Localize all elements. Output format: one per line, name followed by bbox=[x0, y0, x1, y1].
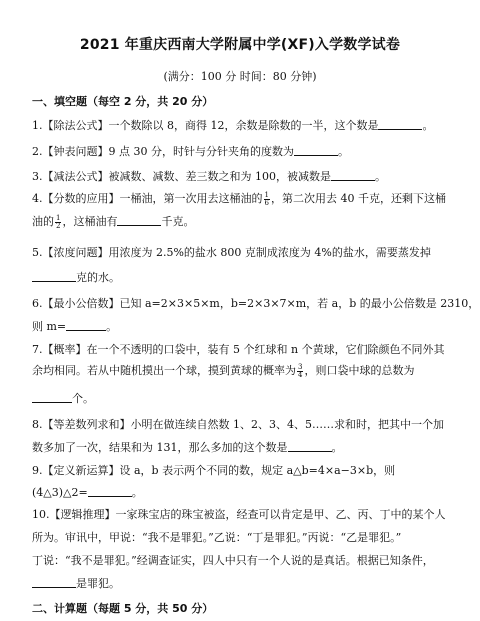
fraction-numerator: 1 bbox=[264, 190, 269, 199]
question-10-line-2: 所为。审讯中，甲说：“我不是罪犯。”乙说：“丁是罪犯。”丙说：“乙是罪犯。” bbox=[32, 531, 402, 544]
question-4-text-c: 油的 bbox=[32, 215, 54, 228]
question-7-line-2 bbox=[32, 362, 414, 379]
question-3 bbox=[32, 168, 386, 184]
fraction-one-half bbox=[55, 215, 61, 230]
question-8-end: 。 bbox=[331, 441, 343, 454]
question-9-line-2 bbox=[32, 484, 143, 500]
question-3-text: 3.【减法公式】被减数、减数、差三数之和为 100，被减数是 bbox=[32, 170, 331, 183]
question-4-text-b: ，第二次用去 40 千克，还剩下这桶 bbox=[270, 192, 446, 205]
answer-blank-3[interactable] bbox=[331, 169, 375, 181]
question-4-line-1 bbox=[32, 190, 446, 207]
question-10-line-1: 10.【逻辑推理】一家珠宝店的珠宝被盗，经查可以肯定是甲、乙、丙、丁中的某个人 bbox=[32, 508, 446, 521]
question-10-end: 是罪犯。 bbox=[76, 577, 120, 590]
question-6-end: 。 bbox=[106, 320, 118, 333]
answer-blank-9[interactable] bbox=[88, 485, 132, 497]
question-5-line-1: 5.【浓度问题】用浓度为 2.5%的盐水 800 克制成浓度为 4%的盐水，需要蒸发掉 bbox=[32, 246, 431, 259]
fraction-three-quarters bbox=[297, 364, 303, 379]
section-heading-calculation: 二、计算题（每题 5 分，共 50 分） bbox=[32, 602, 214, 615]
question-5-line-2 bbox=[32, 269, 120, 285]
question-2 bbox=[32, 143, 349, 159]
question-6-line-1: 6.【最小公倍数】已知 a=2×3×5×m，b=2×3×7×m，若 a，b 的最小公倍数是 2310， bbox=[32, 297, 480, 310]
answer-blank-7[interactable] bbox=[32, 391, 72, 403]
question-4-text-d: ，这桶油有 bbox=[62, 215, 118, 228]
fraction-denominator: 2 bbox=[56, 221, 61, 230]
fraction-denominator: 4 bbox=[298, 370, 303, 379]
question-1 bbox=[32, 117, 433, 133]
question-1-text: 1.【除法公式】一个数除以 8，商得 12，余数是除数的一半，这个数是 bbox=[32, 119, 379, 132]
answer-blank-8[interactable] bbox=[288, 440, 332, 452]
question-4-line-2 bbox=[32, 213, 194, 230]
question-2-end: 。 bbox=[337, 145, 349, 158]
fraction-numerator: 1 bbox=[56, 213, 61, 222]
answer-blank-5[interactable] bbox=[32, 270, 76, 282]
fraction-denominator: 6 bbox=[264, 198, 269, 207]
question-7-line-3 bbox=[32, 390, 94, 406]
question-2-text: 2.【钟表问题】9 点 30 分，时针与分针夹角的度数为 bbox=[32, 145, 294, 158]
question-7-line-1: 7.【概率】在一个不透明的口袋中，装有 5 个红球和 n 个黄球，它们除颜色不同外其 bbox=[32, 343, 445, 356]
question-9-text: (4△3)△2= bbox=[32, 486, 88, 499]
question-10-line-3: 丁说：“我不是罪犯。”经调查证实，四人中只有一个人说的是真话。根据已知条件， bbox=[32, 554, 434, 567]
question-1-end: 。 bbox=[422, 119, 434, 132]
question-9-end: 。 bbox=[131, 486, 143, 499]
answer-blank-1[interactable] bbox=[378, 118, 422, 130]
question-6-line-2 bbox=[32, 318, 117, 334]
answer-blank-10[interactable] bbox=[32, 576, 76, 588]
question-8-line-2 bbox=[32, 439, 343, 455]
question-7-end: 个。 bbox=[72, 392, 94, 405]
question-9-line-1: 9.【定义新运算】设 a，b 表示两个不同的数，规定 a△b=4×a−3×b，则 bbox=[32, 464, 396, 477]
question-4-text-e: 千克。 bbox=[161, 215, 195, 228]
question-10-line-4 bbox=[32, 575, 120, 591]
section-heading-fill-in: 一、填空题（每空 2 分，共 20 分） bbox=[32, 95, 214, 108]
question-6-text: 则 m= bbox=[32, 320, 67, 333]
question-7-text-a: 余均相同。若从中随机摸出一个球，摸到黄球的概率为 bbox=[32, 364, 296, 377]
question-7-text-b: ，则口袋中球的总数为 bbox=[304, 364, 415, 377]
exam-info: (满分：100 分 时间：80 分钟) bbox=[163, 70, 317, 83]
question-5-end: 克的水。 bbox=[76, 271, 120, 284]
fraction-one-sixth bbox=[264, 192, 270, 207]
answer-blank-6[interactable] bbox=[66, 319, 106, 331]
question-8-line-1: 8.【等差数列求和】小明在做连续自然数 1、2、3、4、5……求和时，把其中一个加 bbox=[32, 418, 444, 431]
page-title: 2021 年重庆西南大学附属中学(XF)入学数学试卷 bbox=[79, 37, 401, 53]
question-8-text: 数多加了一次，结果和为 131，那么多加的这个数是 bbox=[32, 441, 288, 454]
question-4-text-a: 4.【分数的应用】一桶油，第一次用去这桶油的 bbox=[32, 192, 263, 205]
answer-blank-2[interactable] bbox=[294, 144, 338, 156]
question-3-end: 。 bbox=[375, 170, 386, 183]
fraction-numerator: 3 bbox=[298, 362, 303, 371]
answer-blank-4[interactable] bbox=[117, 214, 161, 226]
